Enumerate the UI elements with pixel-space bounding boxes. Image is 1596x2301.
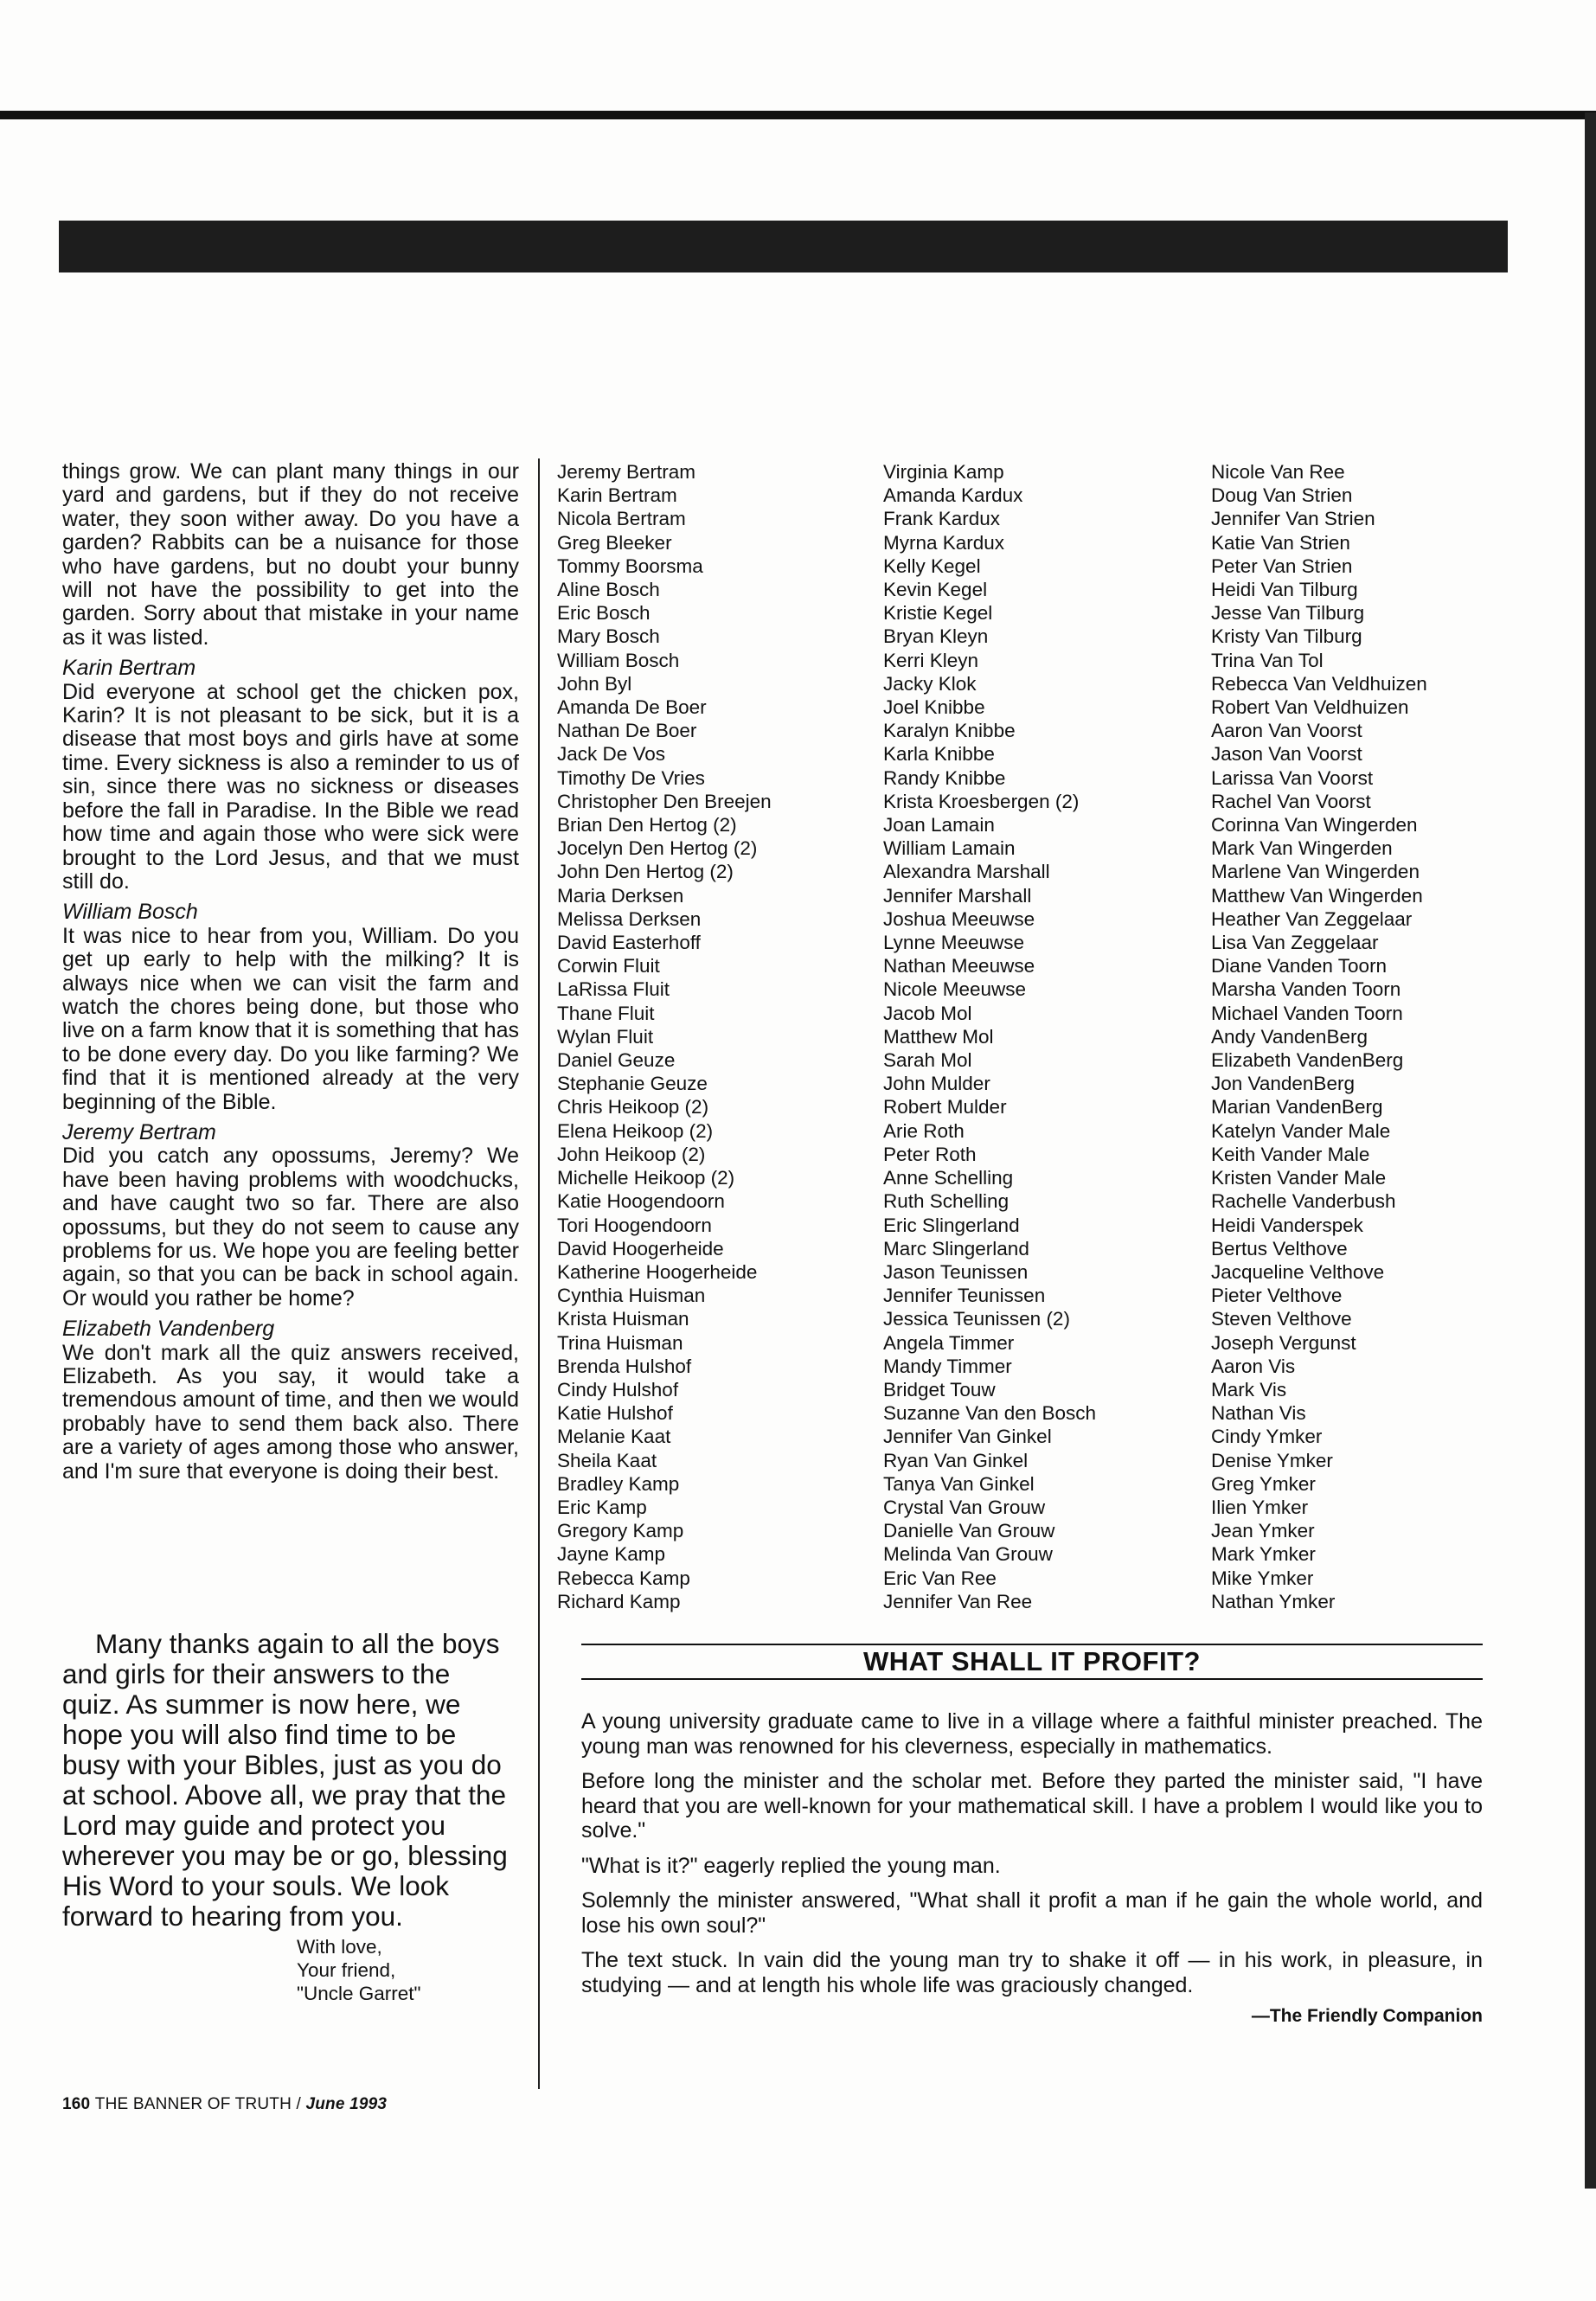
list-item: Bertus Velthove [1211, 1237, 1348, 1259]
names-column-2 [883, 460, 1096, 1613]
list-item: Matthew Mol [883, 1025, 994, 1048]
article-rule-bottom [581, 1678, 1483, 1680]
list-item: Nathan De Boer [557, 720, 697, 742]
list-item: Peter Roth [883, 1143, 977, 1165]
list-item: Kristie Kegel [883, 602, 993, 625]
list-item: David Easterhoff [557, 932, 701, 954]
list-item: Melissa Derksen [557, 907, 702, 930]
list-item: Robert Mulder [883, 1096, 1007, 1118]
list-item: Corinna Van Wingerden [1211, 814, 1418, 836]
list-item: Jessica Teunissen (2) [883, 1308, 1070, 1330]
list-item: Nicole Meeuwse [883, 978, 1027, 1001]
list-item: Krista Kroesbergen (2) [883, 790, 1080, 812]
letters-column [62, 460, 519, 1484]
list-item: Pieter Velthove [1211, 1285, 1343, 1307]
list-item: Katie Hulshof [557, 1402, 673, 1425]
list-item: Heidi Van Tilburg [1211, 579, 1358, 601]
top-rule [0, 111, 1596, 119]
list-item: Melanie Kaat [557, 1426, 671, 1448]
list-item: Kristy Van Tilburg [1211, 625, 1362, 648]
list-item: John Heikoop (2) [557, 1143, 706, 1165]
list-item: Jason Van Voorst [1211, 743, 1362, 766]
list-item: Brian Den Hertog (2) [557, 814, 737, 836]
list-item: Aaron Vis [1211, 1355, 1296, 1377]
list-item: Peter Van Strien [1211, 554, 1353, 577]
list-item: Jacky Klok [883, 672, 977, 695]
names-column-3 [1211, 460, 1427, 1613]
article-paragraph: A young university graduate came to live in a village where a faithful minister preached. The young man was renowned for his cleverness, especially in mathematics. [581, 1709, 1483, 1759]
column-divider [538, 458, 540, 2089]
list-item: Christopher Den Breejen [557, 790, 772, 812]
list-item: Bradley Kamp [557, 1472, 680, 1495]
list-item: Jayne Kamp [557, 1543, 666, 1566]
list-item: Steven Velthove [1211, 1308, 1352, 1330]
list-item: Jeremy Bertram [557, 461, 696, 483]
list-item: Stephanie Geuze [557, 1073, 708, 1095]
list-item: Eric Van Ree [883, 1567, 997, 1589]
list-item: Jennifer Marshall [883, 884, 1032, 907]
signoff-line: Your friend, [297, 1959, 396, 1981]
list-item: Daniel Geuze [557, 1049, 676, 1072]
article-paragraph: Before long the minister and the scholar met. Before they parted the minister said, "I have heard that you are well-known for your mathematical skill. I have a problem I would like you to solve." [581, 1769, 1483, 1843]
list-item: Jesse Van Tilburg [1211, 602, 1365, 625]
closing-paragraph: Many thanks again to all the boys and girls for their answers to the quiz. As summer is now here, we hope you will also find time to be busy with your Bibles, just as you do at school. Above all, we pray that the Lord may guide and protect you wherever you may be or go, blessing His Word to your souls. We look forward to hearing from you. [62, 1628, 508, 1932]
list-item: Nathan Meeuwse [883, 955, 1035, 977]
list-item: Alexandra Marshall [883, 861, 1050, 883]
intro-paragraph: things grow. We can plant many things in our yard and gardens, but if they do not receive water, they soon wither away. Do you have a garden? Rabbits can be a nuisance for those who have gardens, but no doubt your bunny will not have the possibility to get into the garden. Sorry about that mistake in your name as it was listed. [62, 459, 519, 650]
letter-recipient: Jeremy Bertram [62, 1119, 216, 1144]
header-banner [59, 221, 1508, 272]
article-paragraph: "What is it?" eagerly replied the young man. [581, 1853, 1001, 1878]
list-item: Bridget Touw [883, 1378, 996, 1400]
list-item: Brenda Hulshof [557, 1355, 692, 1377]
letter-recipient: William Bosch [62, 900, 198, 925]
list-item: Denise Ymker [1211, 1449, 1333, 1471]
list-item: Gregory Kamp [557, 1520, 684, 1542]
list-item: William Lamain [883, 837, 1016, 860]
list-item: Jon VandenBerg [1211, 1073, 1355, 1095]
list-item: John Byl [557, 672, 632, 695]
list-item: Thane Fluit [557, 1002, 655, 1024]
list-item: Jennifer Van Strien [1211, 508, 1375, 530]
list-item: Greg Bleeker [557, 531, 672, 554]
list-item: Rebecca Kamp [557, 1567, 690, 1589]
list-item: Danielle Van Grouw [883, 1520, 1055, 1542]
list-item: Katherine Hoogerheide [557, 1260, 758, 1283]
letter-reply: It was nice to hear from you, William. Do you get up early to help with the milking? It is always nice when we can visit the farm and watch the chores being done, but those who live on a farm know that it is something that has to be done every day. Do you like farming? We find that it is mentioned already at the very beginning of the Bible. [62, 923, 519, 1114]
list-item: Jennifer Van Ginkel [883, 1426, 1052, 1448]
list-item: Melinda Van Grouw [883, 1543, 1053, 1566]
list-item: Wylan Fluit [557, 1025, 654, 1048]
list-item: Joel Knibbe [883, 696, 985, 719]
list-item: Amanda Kardux [883, 484, 1023, 507]
article-source: —The Friendly Companion [1251, 2006, 1483, 2026]
list-item: John Mulder [883, 1073, 990, 1095]
list-item: Ilien Ymker [1211, 1496, 1309, 1518]
list-item: Mark Vis [1211, 1378, 1287, 1400]
list-item: Matthew Van Wingerden [1211, 884, 1423, 907]
list-item: Angela Timmer [883, 1331, 1015, 1354]
list-item: Eric Kamp [557, 1496, 647, 1518]
list-item: Joan Lamain [883, 814, 995, 836]
list-item: Lisa Van Zeggelaar [1211, 932, 1379, 954]
list-item: David Hoogerheide [557, 1237, 724, 1259]
list-item: Myrna Kardux [883, 531, 1005, 554]
closing-message [62, 1629, 512, 1932]
list-item: Rachelle Vanderbush [1211, 1190, 1396, 1213]
list-item: Eric Slingerland [883, 1214, 1020, 1236]
list-item: Mark Ymker [1211, 1543, 1316, 1566]
article-paragraph: The text stuck. In vain did the young man try to shake it off — in his work, in pleasure, in studying — and at length his whole life was graciously changed. [581, 1948, 1483, 1997]
signoff-line: "Uncle Garret" [297, 1983, 421, 2004]
list-item: Karla Knibbe [883, 743, 995, 766]
letter-recipient: Elizabeth Vandenberg [62, 1317, 275, 1342]
list-item: Jason Teunissen [883, 1260, 1029, 1283]
list-item: Heidi Vanderspek [1211, 1214, 1363, 1236]
page-number: 160 [62, 2095, 91, 2113]
list-item: Katelyn Vander Male [1211, 1119, 1391, 1142]
list-item: Tanya Van Ginkel [883, 1472, 1035, 1495]
list-item: Anne Schelling [883, 1167, 1014, 1189]
list-item: Larissa Van Voorst [1211, 766, 1374, 789]
list-item: Richard Kamp [557, 1590, 681, 1612]
list-item: Kevin Kegel [883, 579, 988, 601]
page-edge [1585, 112, 1596, 2189]
list-item: Tori Hoogendoorn [557, 1214, 712, 1236]
list-item: Randy Knibbe [883, 766, 1006, 789]
list-item: Greg Ymker [1211, 1472, 1316, 1495]
list-item: Jacob Mol [883, 1002, 972, 1024]
list-item: Crystal Van Grouw [883, 1496, 1046, 1518]
list-item: Eric Bosch [557, 602, 651, 625]
list-item: Joseph Vergunst [1211, 1331, 1356, 1354]
list-item: Katie Van Strien [1211, 531, 1350, 554]
list-item: Amanda De Boer [557, 696, 707, 719]
names-column-1 [557, 460, 772, 1613]
list-item: Marian VandenBerg [1211, 1096, 1383, 1118]
list-item: LaRissa Fluit [557, 978, 670, 1001]
list-item: Bryan Kleyn [883, 625, 989, 648]
letter-reply: We don't mark all the quiz answers received, Elizabeth. As you say, it would take a tremendous amount of time, and then we would probably have to send them back also. There are a variety of ages among those who answer, and I'm sure that everyone is doing their best. [62, 1340, 519, 1484]
list-item: Rachel Van Voorst [1211, 790, 1371, 812]
list-item: Corwin Fluit [557, 955, 660, 977]
list-item: Karin Bertram [557, 484, 677, 507]
list-item: Rebecca Van Veldhuizen [1211, 672, 1427, 695]
list-item: Mandy Timmer [883, 1355, 1012, 1377]
list-item: Heather Van Zeggelaar [1211, 907, 1413, 930]
list-item: Sheila Kaat [557, 1449, 657, 1471]
letter-recipient: Karin Bertram [62, 656, 196, 681]
article [581, 1644, 1483, 2029]
list-item: Doug Van Strien [1211, 484, 1353, 507]
list-item: Jennifer Van Ree [883, 1590, 1033, 1612]
list-item: Keith Vander Male [1211, 1143, 1370, 1165]
list-item: Ryan Van Ginkel [883, 1449, 1029, 1471]
list-item: Mike Ymker [1211, 1567, 1314, 1589]
list-item: Jacqueline Velthove [1211, 1260, 1385, 1283]
list-item: Aaron Van Voorst [1211, 720, 1362, 742]
list-item: Nathan Vis [1211, 1402, 1306, 1425]
list-item: Cynthia Huisman [557, 1285, 706, 1307]
list-item: Frank Kardux [883, 508, 1001, 530]
list-item: Marc Slingerland [883, 1237, 1029, 1259]
list-item: Michelle Heikoop (2) [557, 1167, 735, 1189]
list-item: Suzanne Van den Bosch [883, 1402, 1097, 1425]
list-item: Mark Van Wingerden [1211, 837, 1393, 860]
article-body [581, 1709, 1483, 2029]
list-item: Chris Heikoop (2) [557, 1096, 709, 1118]
list-item: Cindy Ymker [1211, 1426, 1323, 1448]
list-item: Andy VandenBerg [1211, 1025, 1368, 1048]
list-item: Cindy Hulshof [557, 1378, 679, 1400]
list-item: Karalyn Knibbe [883, 720, 1016, 742]
list-item: Sarah Mol [883, 1049, 972, 1072]
list-item: Marlene Van Wingerden [1211, 861, 1420, 883]
list-item: Trina Huisman [557, 1331, 683, 1354]
list-item: John Den Hertog (2) [557, 861, 734, 883]
list-item: Kristen Vander Male [1211, 1167, 1387, 1189]
list-item: Timothy De Vries [557, 766, 705, 789]
signoff-line: With love, [297, 1936, 382, 1958]
list-item: Elena Heikoop (2) [557, 1119, 714, 1142]
list-item: Tommy Boorsma [557, 554, 703, 577]
list-item: Aline Bosch [557, 579, 660, 601]
article-title: WHAT SHALL IT PROFIT? [863, 1646, 1201, 1676]
list-item: Arie Roth [883, 1119, 965, 1142]
list-item: Jocelyn Den Hertog (2) [557, 837, 758, 860]
list-item: Marsha Vanden Toorn [1211, 978, 1401, 1001]
list-item: Nicola Bertram [557, 508, 686, 530]
list-item: Michael Vanden Toorn [1211, 1002, 1403, 1024]
list-item: Kerri Kleyn [883, 649, 979, 671]
list-item: Jennifer Teunissen [883, 1285, 1046, 1307]
list-item: Mary Bosch [557, 625, 660, 648]
article-paragraph: Solemnly the minister answered, "What shall it profit a man if he gain the whole world, and lose his own soul?" [581, 1888, 1483, 1938]
list-item: Nathan Ymker [1211, 1590, 1336, 1612]
list-item: William Bosch [557, 649, 680, 671]
issue-date: June 1993 [305, 2095, 388, 2113]
list-item: Lynne Meeuwse [883, 932, 1025, 954]
list-item: Diane Vanden Toorn [1211, 955, 1388, 977]
list-item: Joshua Meeuwse [883, 907, 1035, 930]
list-item: Ruth Schelling [883, 1190, 1010, 1213]
list-item: Nicole Van Ree [1211, 461, 1345, 483]
publication-name: THE BANNER OF TRUTH / [94, 2095, 301, 2113]
list-item: Katie Hoogendoorn [557, 1190, 725, 1213]
list-item: Jack De Vos [557, 743, 666, 766]
list-item: Trina Van Tol [1211, 649, 1324, 671]
list-item: Virginia Kamp [883, 461, 1004, 483]
list-item: Maria Derksen [557, 884, 684, 907]
letter-reply: Did everyone at school get the chicken pox, Karin? It is not pleasant to be sick, but it is a disease that most boys and girls have at some time. Every sickness is also a reminder to us of sin, since there was no sickness or diseases before the fall in Paradise. In the Bible we read how time and again those who were sick were brought to the Lord Jesus, and that we must still do. [62, 679, 519, 894]
page-footer [62, 2095, 387, 2114]
list-item: Krista Huisman [557, 1308, 689, 1330]
list-item: Elizabeth VandenBerg [1211, 1049, 1404, 1072]
list-item: Kelly Kegel [883, 554, 981, 577]
letter-reply: Did you catch any opossums, Jeremy? We have been having problems with woodchucks, and have caught two so far. There are also opossums, but they do not seem to cause any problems for us. We hope you are feeling better again, so that you can be back in school again. Or would you rather be home? [62, 1144, 519, 1311]
list-item: Robert Van Veldhuizen [1211, 696, 1409, 719]
signoff [297, 1935, 421, 2005]
list-item: Jean Ymker [1211, 1520, 1315, 1542]
